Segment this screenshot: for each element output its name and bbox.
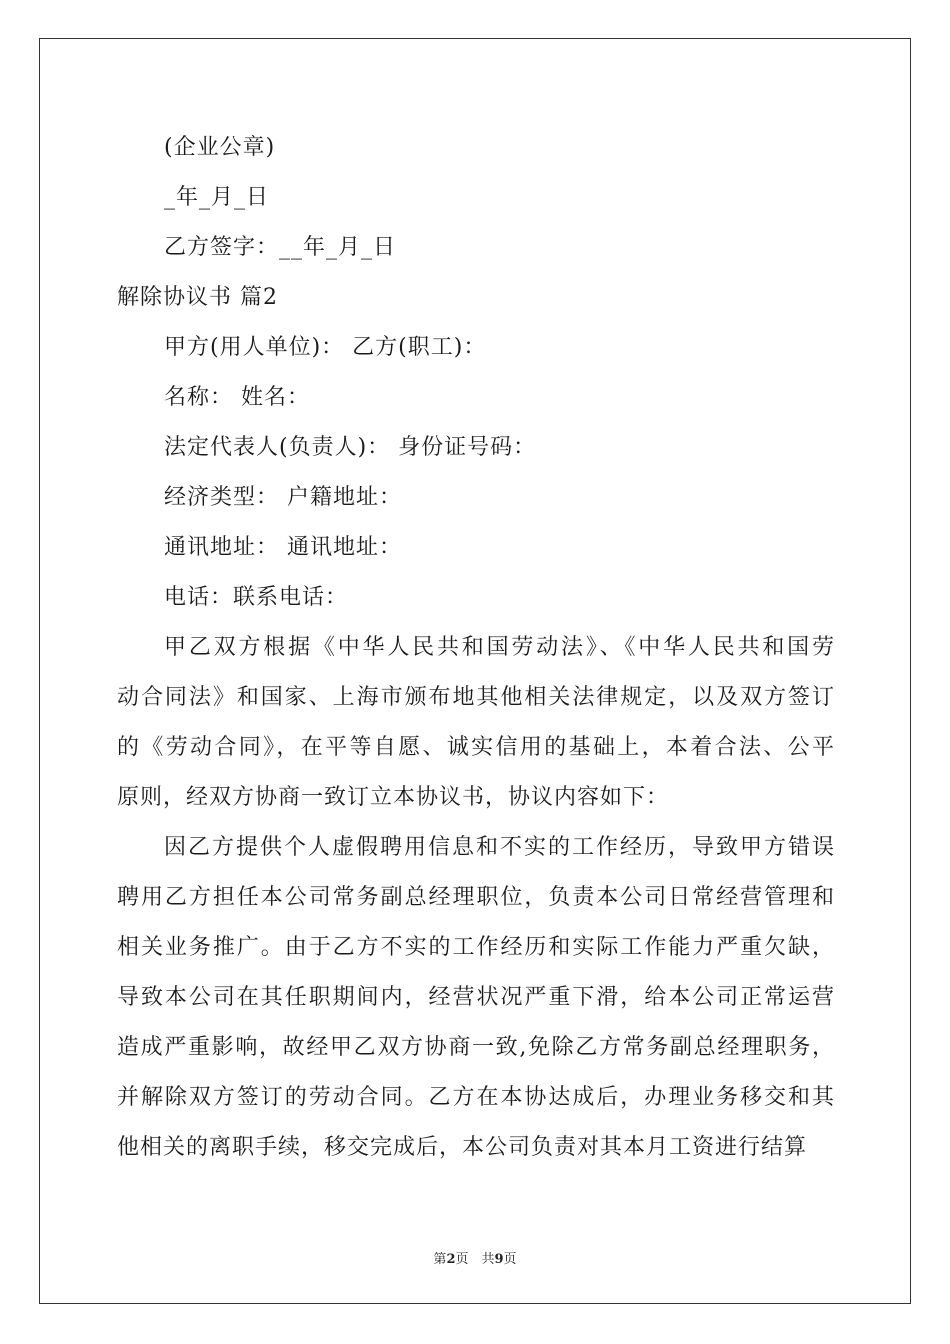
parties-line: 甲方(用人单位)： 乙方(职工)：: [164, 335, 487, 360]
paragraph-line: 他相关的离职手续，移交完成后，本公司负责对其本月工资进行结算: [117, 1135, 808, 1160]
paragraph-termination-reason: [117, 823, 835, 1173]
page-number-footer: [0, 1248, 950, 1267]
paragraph-line: 造成严重影响，故经甲乙双方协商一致,免除乙方常务副总经理职务，: [117, 1035, 835, 1060]
section-heading: 解除协议书 篇2: [117, 285, 278, 310]
legal-representative-line: 法定代表人(负责人)： 身份证号码：: [164, 435, 537, 460]
paragraph-line: 导致本公司在其任职期间内，经营状况严重下滑，给本公司正常运营: [117, 985, 835, 1010]
phone-line: 电话：联系电话：: [164, 585, 349, 610]
paragraph-line: 因乙方提供个人虚假聘用信息和不实的工作经历，导致甲方错误: [164, 835, 835, 860]
paragraph-line: 动合同法》和国家、上海市颁布地其他相关法律规定，以及双方签订: [117, 685, 835, 710]
paragraph-line: 甲乙双方根据《中华人民共和国劳动法》、《中华人民共和国劳: [164, 635, 835, 660]
current-page-number: 2: [446, 1252, 456, 1267]
address-line: 通讯地址： 通讯地址：: [164, 535, 402, 560]
paragraph-line: 原则，经双方协商一致订立本协议书，协议内容如下：: [117, 785, 670, 810]
total-page-number: 9: [494, 1252, 504, 1267]
party-b-signature-line: 乙方签字：__年_月_日: [164, 235, 397, 260]
paragraph-line: 相关业务推广。由于乙方不实的工作经历和实际工作能力严重欠缺，: [117, 935, 835, 960]
paragraph-line: 的《劳动合同》，在平等自愿、诚实信用的基础上，本着合法、公平: [117, 735, 835, 760]
economic-type-line: 经济类型： 户籍地址：: [164, 485, 402, 510]
paragraph-line: 聘用乙方担任本公司常务副总经理职位，负责本公司日常经营管理和: [117, 885, 835, 910]
paragraph-agreement-basis: [117, 623, 835, 823]
document-body: [117, 123, 835, 1173]
paragraph-line: 并解除双方签订的劳动合同。乙方在本协达成后，办理业务移交和其: [117, 1085, 835, 1110]
company-seal-line: (企业公章): [164, 135, 276, 160]
footer-prefix: 第: [433, 1252, 447, 1267]
date-line: _年_月_日: [164, 185, 270, 210]
footer-mid: 页 共: [455, 1252, 495, 1267]
name-line: 名称： 姓名：: [164, 385, 310, 410]
footer-suffix: 页: [503, 1252, 517, 1267]
